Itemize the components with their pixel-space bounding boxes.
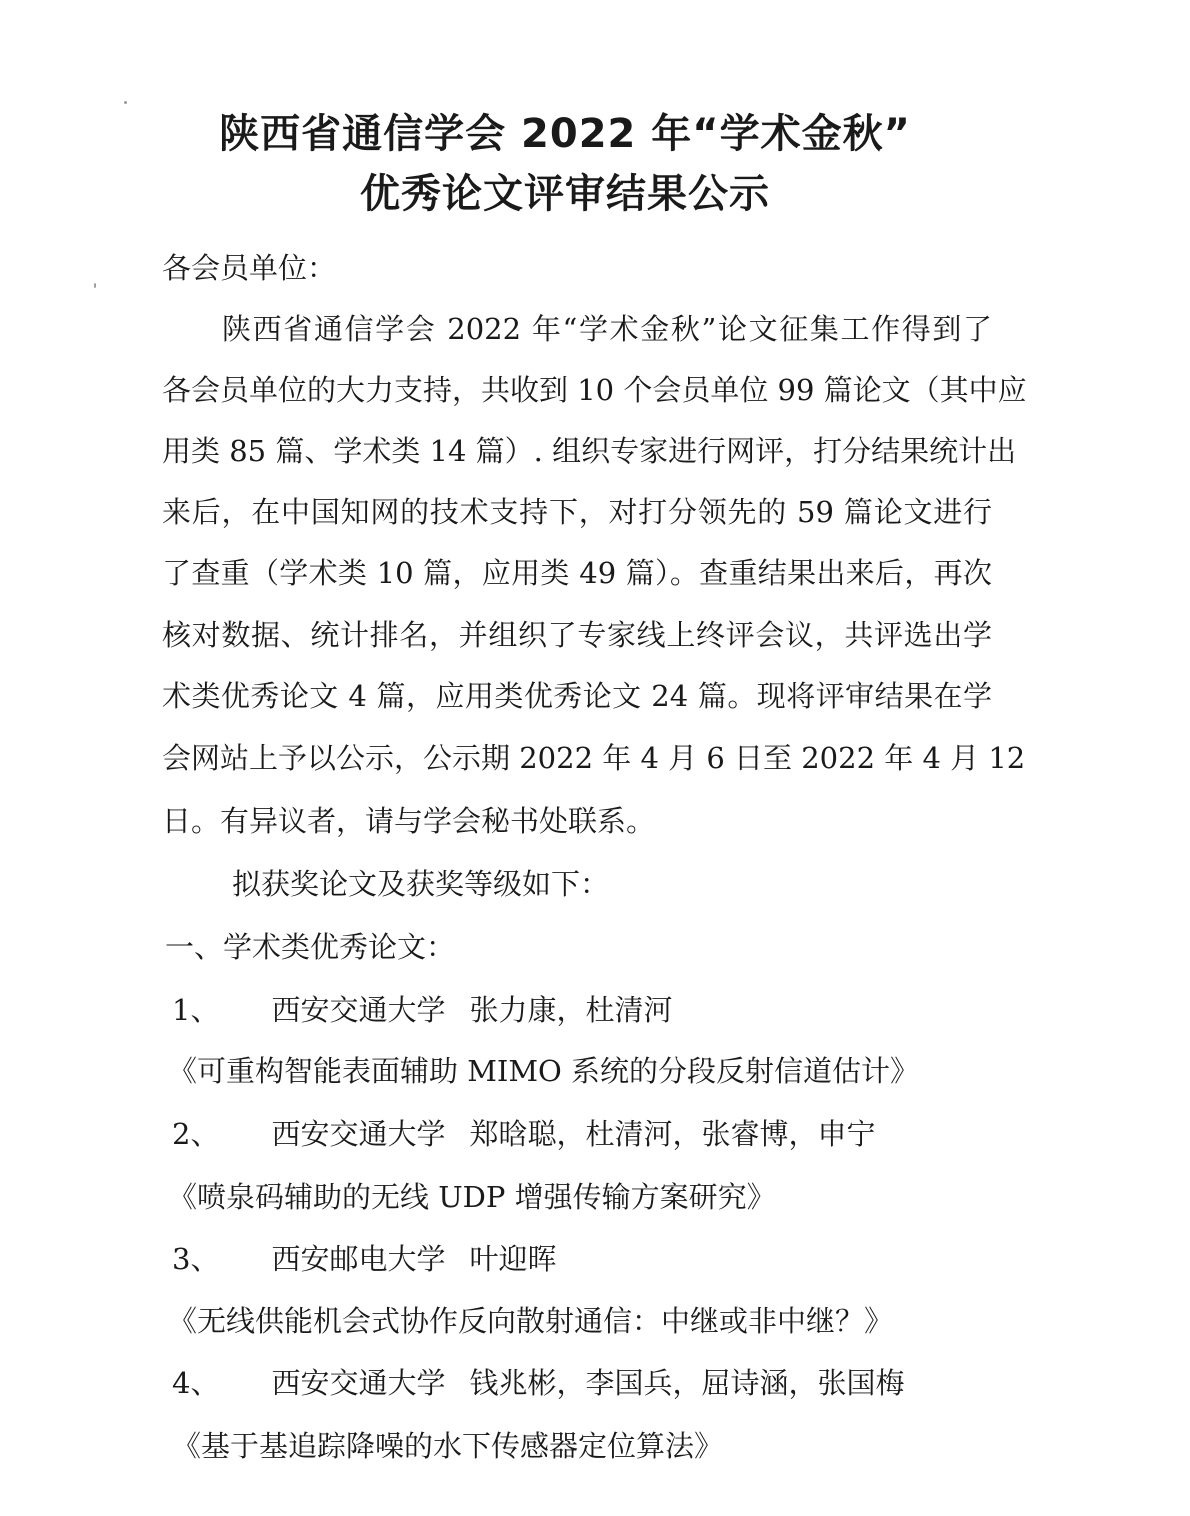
body-line: 各会员单位的大力支持，共收到 10 个会员单位 99 篇论文（其中应 (162, 373, 1027, 407)
entry-number: 1、 (172, 993, 220, 1027)
entry-organization: 西安交通大学 (271, 993, 446, 1027)
body-line: 核对数据、统计排名，并组织了专家线上终评会议，共评选出学 (162, 618, 992, 652)
entry-number: 2、 (172, 1117, 220, 1151)
entry-header (172, 1241, 556, 1277)
body-line: 了查重（学术类 10 篇，应用类 49 篇）。查重结果出来后，再次 (162, 556, 992, 590)
entry-number: 4、 (172, 1366, 220, 1400)
entry-paper-title: 《可重构智能表面辅助 MIMO 系统的分段反射信道估计》 (168, 1054, 920, 1088)
entry-organization: 西安交通大学 (271, 1117, 446, 1151)
entry-authors: 张力康，杜清河 (469, 993, 673, 1027)
entry-paper-title: 《喷泉码辅助的无线 UDP 增强传输方案研究》 (168, 1180, 776, 1214)
document-title-line-1: 陕西省通信学会 2022 年“学术金秋” (219, 111, 911, 157)
body-line: 术类优秀论文 4 篇，应用类优秀论文 24 篇。现将评审结果在学 (162, 679, 992, 713)
award-intro: 拟获奖论文及获奖等级如下： (232, 867, 610, 901)
entry-header (172, 992, 672, 1028)
body-line: 用类 85 篇、学术类 14 篇）. 组织专家进行网评，打分结果统计出 (162, 434, 1017, 468)
section-heading: 一、学术类优秀论文： (165, 930, 456, 964)
entry-organization: 西安交通大学 (271, 1366, 446, 1400)
scan-speck (124, 101, 127, 104)
body-line: 会网站上予以公示，公示期 2022 年 4 月 6 日至 2022 年 4 月 12 (162, 741, 1026, 775)
body-line: 来后，在中国知网的技术支持下，对打分领先的 59 篇论文进行 (162, 495, 992, 529)
body-line-last: 日。有异议者，请与学会秘书处联系。 (162, 804, 656, 838)
document-title-line-2: 优秀论文评审结果公示 (360, 171, 770, 217)
body-line: 陕西省通信学会 2022 年“学术金秋”论文征集工作得到了 (222, 312, 992, 346)
salutation: 各会员单位： (162, 251, 337, 285)
entry-paper-title: 《无线供能机会式协作反向散射通信：中继或非中继？》 (168, 1304, 894, 1338)
entry-header (172, 1116, 875, 1152)
entry-number: 3、 (172, 1242, 220, 1276)
scan-speck (94, 283, 96, 288)
entry-authors: 郑晗聪，杜清河，张睿博，申宁 (469, 1117, 876, 1151)
entry-header (172, 1365, 904, 1401)
entry-organization: 西安邮电大学 (271, 1242, 446, 1276)
entry-authors: 叶迎晖 (469, 1242, 557, 1276)
entry-paper-title: 《基于基追踪降噪的水下传感器定位算法》 (172, 1429, 724, 1463)
entry-authors: 钱兆彬，李国兵，屈诗涵，张国梅 (469, 1366, 905, 1400)
